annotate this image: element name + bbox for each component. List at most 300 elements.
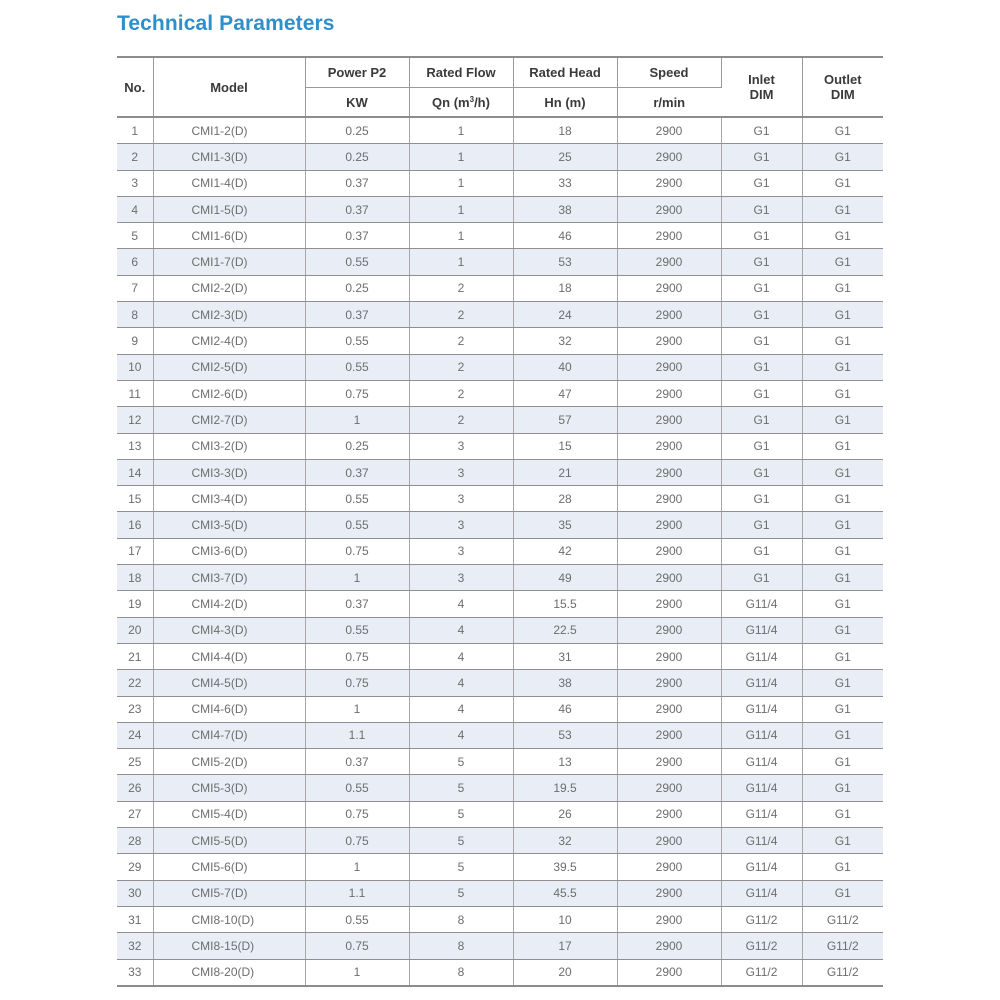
cell-flow: 1 xyxy=(409,196,513,222)
cell-no: 21 xyxy=(117,643,153,669)
cell-power: 0.75 xyxy=(305,380,409,406)
cell-speed: 2900 xyxy=(617,828,721,854)
header-speed-unit: r/min xyxy=(617,88,721,118)
table-row xyxy=(117,617,883,643)
table-row xyxy=(117,538,883,564)
table-row xyxy=(117,749,883,775)
cell-no: 17 xyxy=(117,538,153,564)
cell-inlet-dim: G11/2 xyxy=(721,933,802,959)
table-row xyxy=(117,249,883,275)
cell-outlet-dim: G1 xyxy=(802,643,883,669)
cell-power: 1.1 xyxy=(305,880,409,906)
cell-power: 0.55 xyxy=(305,617,409,643)
cell-inlet-dim: G11/4 xyxy=(721,670,802,696)
cell-head: 17 xyxy=(513,933,617,959)
cell-model: CMI2-7(D) xyxy=(153,407,305,433)
cell-no: 25 xyxy=(117,749,153,775)
cell-speed: 2900 xyxy=(617,880,721,906)
cell-flow: 2 xyxy=(409,302,513,328)
cell-power: 0.37 xyxy=(305,302,409,328)
cell-no: 31 xyxy=(117,906,153,932)
cell-inlet-dim: G11/4 xyxy=(721,775,802,801)
cell-model: CMI4-2(D) xyxy=(153,591,305,617)
cell-no: 9 xyxy=(117,328,153,354)
cell-head: 38 xyxy=(513,196,617,222)
cell-head: 46 xyxy=(513,223,617,249)
cell-power: 0.55 xyxy=(305,512,409,538)
cell-speed: 2900 xyxy=(617,696,721,722)
cell-model: CMI8-20(D) xyxy=(153,959,305,986)
cell-model: CMI4-3(D) xyxy=(153,617,305,643)
cell-outlet-dim: G1 xyxy=(802,801,883,827)
cell-outlet-dim: G1 xyxy=(802,538,883,564)
cell-power: 0.37 xyxy=(305,459,409,485)
header-power: Power P2 xyxy=(305,57,409,88)
cell-power: 1 xyxy=(305,407,409,433)
cell-no: 11 xyxy=(117,380,153,406)
cell-inlet-dim: G1 xyxy=(721,565,802,591)
cell-outlet-dim: G1 xyxy=(802,117,883,144)
table-row xyxy=(117,775,883,801)
cell-flow: 4 xyxy=(409,591,513,617)
cell-power: 0.25 xyxy=(305,144,409,170)
cell-head: 57 xyxy=(513,407,617,433)
cell-flow: 8 xyxy=(409,933,513,959)
page-title: Technical Parameters xyxy=(117,12,335,35)
cell-inlet-dim: G11/2 xyxy=(721,906,802,932)
cell-model: CMI3-5(D) xyxy=(153,512,305,538)
cell-inlet-dim: G11/4 xyxy=(721,643,802,669)
technical-parameters-table xyxy=(117,56,883,987)
cell-no: 3 xyxy=(117,170,153,196)
cell-no: 2 xyxy=(117,144,153,170)
table-row xyxy=(117,380,883,406)
cell-model: CMI1-2(D) xyxy=(153,117,305,144)
table-row xyxy=(117,407,883,433)
cell-flow: 1 xyxy=(409,249,513,275)
cell-flow: 4 xyxy=(409,670,513,696)
cell-power: 0.75 xyxy=(305,538,409,564)
flow-unit-prefix: Qn (m xyxy=(432,94,470,110)
cell-model: CMI4-4(D) xyxy=(153,643,305,669)
cell-speed: 2900 xyxy=(617,433,721,459)
cell-speed: 2900 xyxy=(617,906,721,932)
cell-inlet-dim: G1 xyxy=(721,354,802,380)
table-row xyxy=(117,196,883,222)
header-head-unit: Hn (m) xyxy=(513,88,617,118)
cell-head: 10 xyxy=(513,906,617,932)
flow-unit-superscript: 3 xyxy=(469,94,475,104)
cell-power: 0.55 xyxy=(305,486,409,512)
cell-head: 47 xyxy=(513,380,617,406)
table-row xyxy=(117,328,883,354)
cell-inlet-dim: G1 xyxy=(721,302,802,328)
cell-flow: 3 xyxy=(409,459,513,485)
cell-head: 42 xyxy=(513,538,617,564)
table-row xyxy=(117,144,883,170)
cell-flow: 1 xyxy=(409,144,513,170)
cell-outlet-dim: G1 xyxy=(802,249,883,275)
cell-inlet-dim: G1 xyxy=(721,486,802,512)
cell-no: 26 xyxy=(117,775,153,801)
cell-speed: 2900 xyxy=(617,959,721,986)
cell-outlet-dim: G1 xyxy=(802,459,883,485)
cell-model: CMI5-7(D) xyxy=(153,880,305,906)
cell-flow: 3 xyxy=(409,538,513,564)
cell-no: 20 xyxy=(117,617,153,643)
table-row xyxy=(117,486,883,512)
cell-outlet-dim: G11/2 xyxy=(802,959,883,986)
header-power-unit: KW xyxy=(305,88,409,118)
cell-speed: 2900 xyxy=(617,722,721,748)
cell-outlet-dim: G1 xyxy=(802,196,883,222)
cell-inlet-dim: G1 xyxy=(721,117,802,144)
cell-speed: 2900 xyxy=(617,801,721,827)
cell-outlet-dim: G1 xyxy=(802,670,883,696)
cell-outlet-dim: G1 xyxy=(802,223,883,249)
table-body xyxy=(117,117,883,986)
header-model: Model xyxy=(153,57,305,117)
table-row xyxy=(117,117,883,144)
cell-flow: 8 xyxy=(409,959,513,986)
header-inlet-line2: DIM xyxy=(749,87,774,102)
cell-outlet-dim: G1 xyxy=(802,828,883,854)
cell-power: 0.75 xyxy=(305,670,409,696)
cell-power: 0.55 xyxy=(305,328,409,354)
header-outlet-line2: DIM xyxy=(830,87,855,102)
cell-head: 22.5 xyxy=(513,617,617,643)
cell-power: 0.75 xyxy=(305,643,409,669)
cell-flow: 2 xyxy=(409,380,513,406)
table-row xyxy=(117,880,883,906)
cell-speed: 2900 xyxy=(617,302,721,328)
cell-flow: 3 xyxy=(409,486,513,512)
cell-outlet-dim: G1 xyxy=(802,512,883,538)
cell-flow: 5 xyxy=(409,828,513,854)
cell-outlet-dim: G1 xyxy=(802,880,883,906)
table-row xyxy=(117,302,883,328)
cell-power: 0.37 xyxy=(305,591,409,617)
cell-outlet-dim: G1 xyxy=(802,170,883,196)
cell-model: CMI4-7(D) xyxy=(153,722,305,748)
table-header xyxy=(117,57,883,117)
cell-flow: 2 xyxy=(409,275,513,301)
table-row xyxy=(117,170,883,196)
cell-no: 24 xyxy=(117,722,153,748)
table-row xyxy=(117,512,883,538)
cell-flow: 4 xyxy=(409,696,513,722)
cell-power: 0.55 xyxy=(305,249,409,275)
header-rated-flow: Rated Flow xyxy=(409,57,513,88)
cell-model: CMI1-7(D) xyxy=(153,249,305,275)
table-row xyxy=(117,643,883,669)
cell-speed: 2900 xyxy=(617,749,721,775)
cell-outlet-dim: G1 xyxy=(802,775,883,801)
cell-outlet-dim: G1 xyxy=(802,617,883,643)
cell-outlet-dim: G1 xyxy=(802,565,883,591)
header-row-labels xyxy=(117,57,883,88)
cell-model: CMI8-10(D) xyxy=(153,906,305,932)
table-row xyxy=(117,801,883,827)
header-rated-head: Rated Head xyxy=(513,57,617,88)
cell-head: 24 xyxy=(513,302,617,328)
cell-model: CMI1-6(D) xyxy=(153,223,305,249)
cell-outlet-dim: G1 xyxy=(802,722,883,748)
cell-flow: 5 xyxy=(409,880,513,906)
cell-speed: 2900 xyxy=(617,538,721,564)
cell-model: CMI5-5(D) xyxy=(153,828,305,854)
table-row xyxy=(117,223,883,249)
cell-head: 33 xyxy=(513,170,617,196)
cell-power: 0.75 xyxy=(305,801,409,827)
cell-flow: 3 xyxy=(409,512,513,538)
cell-speed: 2900 xyxy=(617,328,721,354)
table-row xyxy=(117,906,883,932)
cell-outlet-dim: G1 xyxy=(802,328,883,354)
cell-model: CMI2-3(D) xyxy=(153,302,305,328)
cell-speed: 2900 xyxy=(617,565,721,591)
cell-head: 25 xyxy=(513,144,617,170)
cell-inlet-dim: G1 xyxy=(721,538,802,564)
cell-outlet-dim: G1 xyxy=(802,302,883,328)
cell-model: CMI3-4(D) xyxy=(153,486,305,512)
cell-speed: 2900 xyxy=(617,117,721,144)
cell-head: 21 xyxy=(513,459,617,485)
cell-power: 0.75 xyxy=(305,828,409,854)
cell-outlet-dim: G11/2 xyxy=(802,906,883,932)
cell-flow: 5 xyxy=(409,775,513,801)
cell-power: 1 xyxy=(305,565,409,591)
cell-no: 14 xyxy=(117,459,153,485)
cell-head: 32 xyxy=(513,328,617,354)
cell-head: 15 xyxy=(513,433,617,459)
cell-model: CMI2-6(D) xyxy=(153,380,305,406)
cell-flow: 3 xyxy=(409,565,513,591)
cell-speed: 2900 xyxy=(617,854,721,880)
cell-flow: 3 xyxy=(409,433,513,459)
cell-speed: 2900 xyxy=(617,933,721,959)
cell-inlet-dim: G1 xyxy=(721,407,802,433)
cell-inlet-dim: G1 xyxy=(721,433,802,459)
cell-head: 18 xyxy=(513,275,617,301)
cell-head: 20 xyxy=(513,959,617,986)
cell-no: 10 xyxy=(117,354,153,380)
cell-inlet-dim: G1 xyxy=(721,328,802,354)
cell-head: 46 xyxy=(513,696,617,722)
cell-outlet-dim: G1 xyxy=(802,407,883,433)
cell-head: 19.5 xyxy=(513,775,617,801)
table-row xyxy=(117,722,883,748)
cell-flow: 5 xyxy=(409,749,513,775)
cell-no: 1 xyxy=(117,117,153,144)
cell-speed: 2900 xyxy=(617,144,721,170)
cell-outlet-dim: G1 xyxy=(802,433,883,459)
cell-speed: 2900 xyxy=(617,670,721,696)
cell-no: 12 xyxy=(117,407,153,433)
cell-model: CMI5-2(D) xyxy=(153,749,305,775)
cell-flow: 4 xyxy=(409,643,513,669)
cell-no: 7 xyxy=(117,275,153,301)
cell-no: 32 xyxy=(117,933,153,959)
cell-model: CMI4-6(D) xyxy=(153,696,305,722)
cell-speed: 2900 xyxy=(617,591,721,617)
cell-power: 0.37 xyxy=(305,170,409,196)
table-row xyxy=(117,854,883,880)
cell-outlet-dim: G1 xyxy=(802,696,883,722)
cell-flow: 5 xyxy=(409,854,513,880)
header-inlet-dim xyxy=(721,57,802,117)
cell-model: CMI3-6(D) xyxy=(153,538,305,564)
cell-no: 4 xyxy=(117,196,153,222)
cell-speed: 2900 xyxy=(617,275,721,301)
cell-flow: 4 xyxy=(409,617,513,643)
cell-power: 0.37 xyxy=(305,749,409,775)
cell-power: 0.37 xyxy=(305,196,409,222)
cell-inlet-dim: G11/4 xyxy=(721,801,802,827)
cell-outlet-dim: G11/2 xyxy=(802,933,883,959)
cell-inlet-dim: G1 xyxy=(721,170,802,196)
cell-inlet-dim: G1 xyxy=(721,196,802,222)
cell-no: 18 xyxy=(117,565,153,591)
cell-power: 0.55 xyxy=(305,906,409,932)
table-row xyxy=(117,933,883,959)
cell-flow: 2 xyxy=(409,328,513,354)
cell-head: 13 xyxy=(513,749,617,775)
cell-speed: 2900 xyxy=(617,249,721,275)
cell-flow: 4 xyxy=(409,722,513,748)
cell-inlet-dim: G1 xyxy=(721,512,802,538)
header-flow-unit xyxy=(409,88,513,118)
header-no: No. xyxy=(117,57,153,117)
cell-no: 22 xyxy=(117,670,153,696)
cell-head: 45.5 xyxy=(513,880,617,906)
table-row xyxy=(117,459,883,485)
cell-inlet-dim: G1 xyxy=(721,380,802,406)
cell-model: CMI5-3(D) xyxy=(153,775,305,801)
cell-inlet-dim: G11/4 xyxy=(721,854,802,880)
cell-no: 5 xyxy=(117,223,153,249)
cell-outlet-dim: G1 xyxy=(802,354,883,380)
cell-outlet-dim: G1 xyxy=(802,144,883,170)
table-row xyxy=(117,696,883,722)
cell-head: 53 xyxy=(513,249,617,275)
cell-model: CMI2-5(D) xyxy=(153,354,305,380)
cell-inlet-dim: G11/4 xyxy=(721,696,802,722)
table-row xyxy=(117,591,883,617)
cell-no: 16 xyxy=(117,512,153,538)
cell-model: CMI8-15(D) xyxy=(153,933,305,959)
cell-speed: 2900 xyxy=(617,407,721,433)
flow-unit-suffix: /h) xyxy=(474,94,490,110)
cell-power: 0.55 xyxy=(305,775,409,801)
cell-model: CMI5-6(D) xyxy=(153,854,305,880)
cell-head: 40 xyxy=(513,354,617,380)
cell-head: 18 xyxy=(513,117,617,144)
cell-no: 28 xyxy=(117,828,153,854)
cell-speed: 2900 xyxy=(617,380,721,406)
cell-power: 0.37 xyxy=(305,223,409,249)
cell-flow: 2 xyxy=(409,407,513,433)
cell-head: 35 xyxy=(513,512,617,538)
cell-inlet-dim: G11/4 xyxy=(721,591,802,617)
cell-power: 1 xyxy=(305,696,409,722)
cell-model: CMI1-3(D) xyxy=(153,144,305,170)
cell-speed: 2900 xyxy=(617,486,721,512)
cell-no: 29 xyxy=(117,854,153,880)
cell-outlet-dim: G1 xyxy=(802,486,883,512)
cell-power: 1 xyxy=(305,959,409,986)
cell-outlet-dim: G1 xyxy=(802,749,883,775)
cell-no: 33 xyxy=(117,959,153,986)
cell-power: 0.25 xyxy=(305,117,409,144)
cell-flow: 1 xyxy=(409,223,513,249)
cell-no: 27 xyxy=(117,801,153,827)
cell-no: 15 xyxy=(117,486,153,512)
cell-model: CMI3-3(D) xyxy=(153,459,305,485)
cell-model: CMI2-2(D) xyxy=(153,275,305,301)
table-row xyxy=(117,275,883,301)
cell-inlet-dim: G1 xyxy=(721,144,802,170)
cell-outlet-dim: G1 xyxy=(802,854,883,880)
cell-head: 26 xyxy=(513,801,617,827)
cell-power: 1 xyxy=(305,854,409,880)
cell-flow: 5 xyxy=(409,801,513,827)
cell-inlet-dim: G11/4 xyxy=(721,880,802,906)
cell-inlet-dim: G11/4 xyxy=(721,617,802,643)
header-outlet-line1: Outlet xyxy=(823,72,862,87)
cell-speed: 2900 xyxy=(617,223,721,249)
cell-head: 31 xyxy=(513,643,617,669)
cell-model: CMI5-4(D) xyxy=(153,801,305,827)
table-row xyxy=(117,828,883,854)
cell-power: 0.55 xyxy=(305,354,409,380)
table-row xyxy=(117,959,883,986)
cell-head: 28 xyxy=(513,486,617,512)
cell-no: 23 xyxy=(117,696,153,722)
header-inlet-line1: Inlet xyxy=(748,72,775,87)
cell-model: CMI1-5(D) xyxy=(153,196,305,222)
cell-inlet-dim: G11/4 xyxy=(721,722,802,748)
cell-speed: 2900 xyxy=(617,512,721,538)
cell-flow: 1 xyxy=(409,170,513,196)
cell-model: CMI4-5(D) xyxy=(153,670,305,696)
cell-no: 30 xyxy=(117,880,153,906)
cell-outlet-dim: G1 xyxy=(802,591,883,617)
cell-model: CMI3-7(D) xyxy=(153,565,305,591)
cell-inlet-dim: G1 xyxy=(721,459,802,485)
cell-speed: 2900 xyxy=(617,170,721,196)
cell-head: 53 xyxy=(513,722,617,748)
cell-flow: 8 xyxy=(409,906,513,932)
cell-speed: 2900 xyxy=(617,196,721,222)
cell-speed: 2900 xyxy=(617,643,721,669)
cell-flow: 1 xyxy=(409,117,513,144)
cell-model: CMI1-4(D) xyxy=(153,170,305,196)
cell-model: CMI3-2(D) xyxy=(153,433,305,459)
cell-outlet-dim: G1 xyxy=(802,275,883,301)
cell-outlet-dim: G1 xyxy=(802,380,883,406)
table-row xyxy=(117,670,883,696)
cell-speed: 2900 xyxy=(617,617,721,643)
cell-model: CMI2-4(D) xyxy=(153,328,305,354)
table-row xyxy=(117,565,883,591)
cell-inlet-dim: G1 xyxy=(721,249,802,275)
cell-head: 15.5 xyxy=(513,591,617,617)
table-row xyxy=(117,354,883,380)
cell-head: 32 xyxy=(513,828,617,854)
header-speed: Speed xyxy=(617,57,721,88)
cell-no: 19 xyxy=(117,591,153,617)
